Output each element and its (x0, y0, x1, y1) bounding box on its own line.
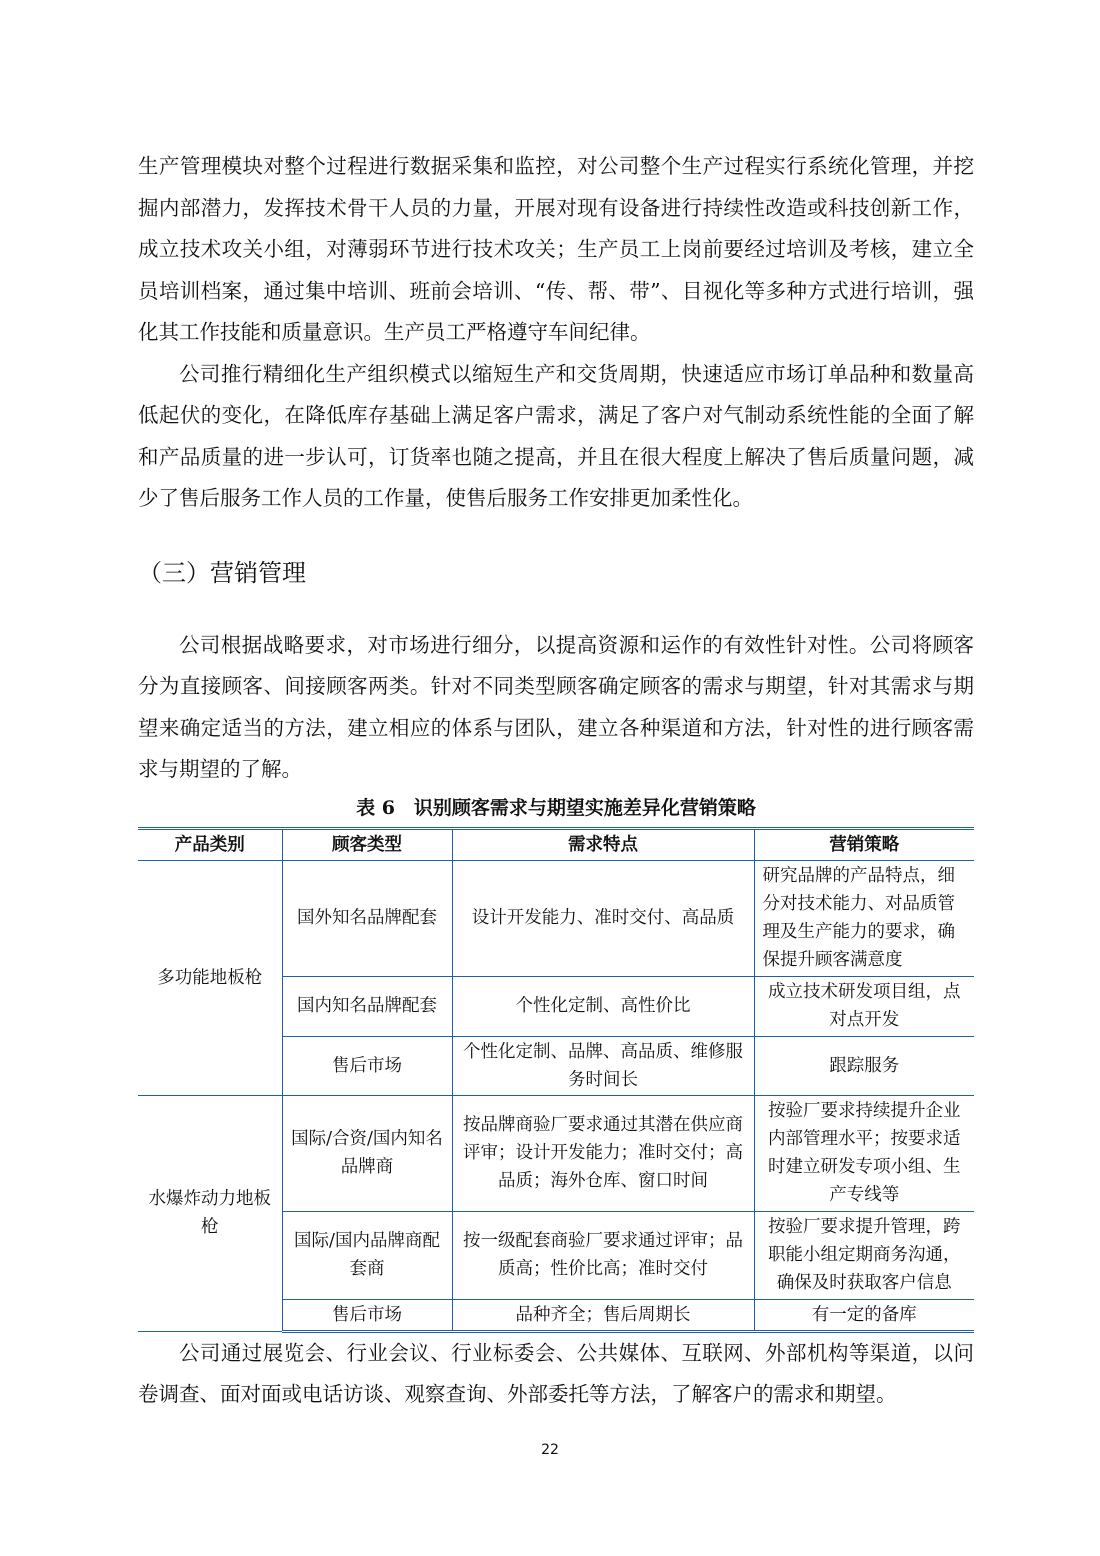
customer-type-cell: 售后市场 (282, 1036, 452, 1095)
marketing-strategy-cell: 跟踪服务 (754, 1036, 974, 1095)
table-row (138, 860, 974, 976)
marketing-strategy-cell: 按验厂要求持续提升企业内部管理水平；按要求适时建立研发专项小组、生产专线等 (754, 1095, 974, 1211)
product-category-cell: 多功能地板枪 (138, 860, 282, 1095)
header-customer-type: 顾客类型 (282, 828, 452, 860)
demand-features-cell: 按品牌商验厂要求通过其潜在供应商评审；设计开发能力；准时交付；高品质；海外仓库、窗口时间 (452, 1095, 754, 1211)
paragraph-lean-production: 公司推行精细化生产组织模式以缩短生产和交货周期，快速适应市场订单品种和数量高低起伏的变化，在降低库存基础上满足客户需求，满足了客户对气制动系统性能的全面了解和产品质量的进一步认可，订货率也随之提高，并且在很大程度上解决了售后质量问题，减少了售后服务工作人员的工作量，使售后服务工作安排更加柔性化。 (138, 361, 974, 510)
marketing-strategy-cell: 有一定的备库 (754, 1299, 974, 1331)
paragraph-customer-channels: 公司通过展览会、行业会议、行业标委会、公共媒体、互联网、外部机构等渠道，以问卷调查、面对面或电话访谈、观察查询、外部委托等方法，了解客户的需求和期望。 (138, 1340, 974, 1406)
demand-features-cell: 品种齐全；售后周期长 (452, 1299, 754, 1331)
paragraph-marketing: 公司根据战略要求，对市场进行细分，以提高资源和运作的有效性针对性。公司将顾客分为直接顾客、间接顾客两类。针对不同类型顾客确定顾客的需求与期望，针对其需求与期望来确定适当的方法，建立相应的体系与团队，建立各种渠道和方法，针对性的进行顾客需求与期望的了解。 (138, 632, 974, 781)
table-row (138, 1095, 974, 1211)
customer-type-cell: 国际/国内品牌商配套商 (282, 1211, 452, 1299)
section-heading-marketing: （三）营销管理 (138, 558, 306, 587)
header-product-category: 产品类别 (138, 828, 282, 860)
marketing-strategy-cell: 研究品牌的产品特点，细分对技术能力、对品质管理及生产能力的要求，确保提升顾客满意度 (754, 860, 974, 976)
customer-type-cell: 国外知名品牌配套 (282, 860, 452, 976)
demand-features-cell: 设计开发能力、准时交付、高品质 (452, 860, 754, 976)
marketing-strategy-table (138, 827, 974, 1333)
header-demand-features: 需求特点 (452, 828, 754, 860)
customer-type-cell: 国内知名品牌配套 (282, 976, 452, 1036)
customer-type-cell: 售后市场 (282, 1299, 452, 1331)
table-header-row (138, 828, 974, 860)
demand-features-cell: 个性化定制、品牌、高品质、维修服务时间长 (452, 1036, 754, 1095)
page-number: 22 (541, 1442, 559, 1458)
demand-features-cell: 个性化定制、高性价比 (452, 976, 754, 1036)
product-category-cell: 水爆炸动力地板枪 (138, 1095, 282, 1331)
demand-features-cell: 按一级配套商验厂要求通过评审；品质高；性价比高；准时交付 (452, 1211, 754, 1299)
paragraph-production-management: 生产管理模块对整个过程进行数据采集和监控，对公司整个生产过程实行系统化管理，并挖掘内部潜力，发挥技术骨干人员的力量，开展对现有设备进行持续性改造或科技创新工作，成立技术攻关小组，对薄弱环节进行技术攻关；生产员工上岗前要经过培训及考核，建立全员培训档案，通过集中培训、班前会培训、“传、帮、带”、目视化等多种方式进行培训，强化其工作技能和质量意识。生产员工严格遵守车间纪律。 (138, 154, 974, 344)
customer-type-cell: 国际/合资/国内知名品牌商 (282, 1095, 452, 1211)
marketing-strategy-cell: 成立技术研发项目组，点对点开发 (754, 976, 974, 1036)
table-caption: 表 6 识别顾客需求与期望实施差异化营销策略 (356, 796, 756, 819)
marketing-strategy-cell: 按验厂要求提升管理，跨职能小组定期商务沟通，确保及时获取客户信息 (754, 1211, 974, 1299)
page-content (138, 146, 974, 1416)
header-marketing-strategy: 营销策略 (754, 828, 974, 860)
